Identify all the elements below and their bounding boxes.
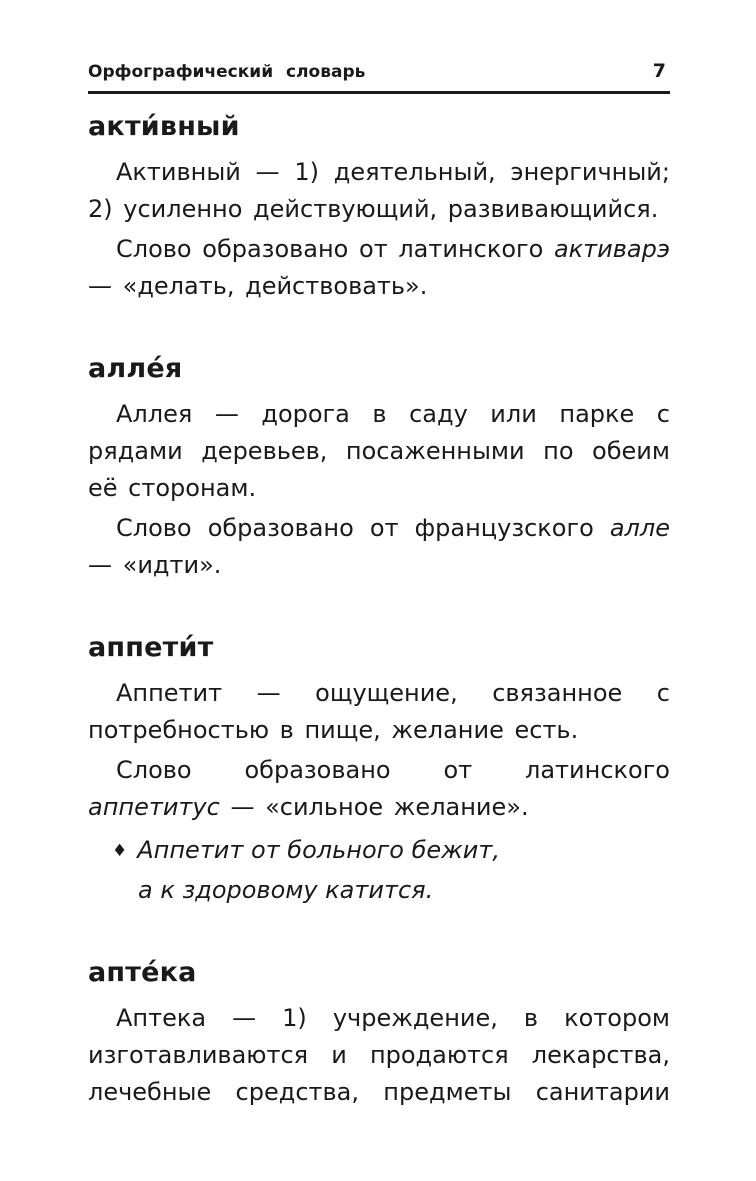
etymology (88, 510, 670, 584)
running-title: Орфографический словарь (88, 62, 366, 82)
diamond-bullet-icon: ♦ (112, 841, 128, 861)
etymon: аппетитус (88, 793, 220, 821)
etymology-meaning: — «сильное желание». (219, 793, 529, 821)
headword: аппети́т (88, 632, 214, 663)
etymon: активарэ (553, 235, 670, 263)
etymon: алле (609, 514, 670, 542)
etymology-meaning: — «делать, действовать». (88, 272, 428, 300)
dictionary-entry (88, 108, 670, 305)
page-header (88, 60, 670, 94)
proverb (112, 832, 670, 909)
definition: Аллея — дорога в саду или парке с рядами деревьев, посаженными по обеим её сторонам. (88, 400, 670, 502)
definition: Активный — 1) деятельный, энергичный; 2) усиленно действующий, развивающийся. (88, 158, 670, 223)
dictionary-entries (88, 108, 670, 1111)
proverb-line (112, 832, 670, 872)
headword: акти́вный (88, 111, 240, 142)
dictionary-entry (88, 629, 670, 909)
proverb-line: а к здоровому катится. (138, 876, 434, 904)
definition: Аптека — 1) учреждение, в котором изготавливаются и продаются лекарства, лечебные средства, предметы санитарии (88, 1004, 670, 1106)
dictionary-entry (88, 350, 670, 584)
proverb-text: Аппетит от больного бежит, (137, 836, 500, 864)
etymology-text: Слово образовано от латинского (116, 235, 554, 263)
definition: Аппетит — ощущение, связанное с потребностью в пище, желание есть. (88, 679, 670, 744)
etymology (88, 752, 670, 826)
etymology-meaning: — «идти». (88, 551, 222, 579)
etymology (88, 231, 670, 305)
page-number: 7 (652, 60, 666, 82)
headword: алле́я (88, 353, 183, 384)
headword: апте́ка (88, 957, 197, 988)
etymology-text: Слово образовано от латинского (116, 756, 670, 784)
etymology-text: Слово образовано от французского (116, 514, 610, 542)
dictionary-entry (88, 954, 670, 1111)
